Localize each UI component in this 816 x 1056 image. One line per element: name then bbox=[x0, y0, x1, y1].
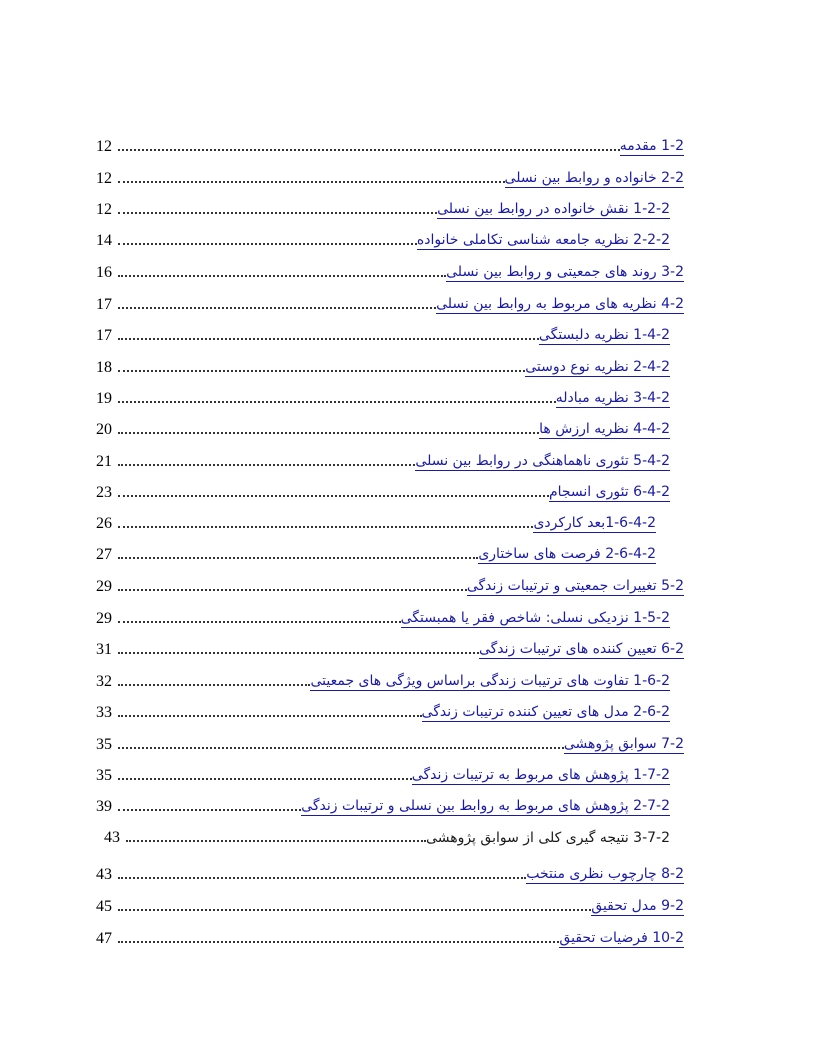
toc-section-title: مقدمه bbox=[619, 138, 657, 154]
toc-leader-dots bbox=[118, 307, 436, 309]
toc-section-title: نظریه های مربوط به روابط بین نسلی bbox=[436, 296, 657, 312]
toc-entry[interactable] bbox=[96, 226, 670, 250]
toc-section-number: 1-2-2 bbox=[633, 201, 670, 217]
toc-link[interactable] bbox=[401, 609, 670, 628]
toc-page-number: 14 bbox=[96, 232, 112, 249]
toc-section-number: 1-6-2 bbox=[633, 673, 670, 689]
toc-page-number: 43 bbox=[104, 829, 120, 846]
toc-section-number: 4-4-2 bbox=[633, 421, 670, 437]
toc-entry[interactable] bbox=[96, 792, 670, 816]
toc-section-title: نزدیکی نسلی: شاخص فقر یا همبستگی bbox=[400, 610, 629, 626]
toc-leader-dots bbox=[118, 684, 310, 686]
toc-entry[interactable] bbox=[96, 635, 684, 659]
toc-entry[interactable] bbox=[96, 730, 684, 754]
toc-page-number: 32 bbox=[96, 673, 112, 690]
toc-leader-dots bbox=[118, 941, 559, 943]
toc-page-number: 19 bbox=[96, 390, 112, 407]
toc-leader-dots bbox=[118, 557, 478, 559]
toc-section-title: فرضیات تحقیق bbox=[559, 930, 648, 946]
toc-page-number: 29 bbox=[96, 610, 112, 627]
toc-section-title: نظریه دلبستگی bbox=[538, 327, 629, 343]
toc-section-title: تغییرات جمعیتی و ترتیبات زندگی bbox=[466, 578, 657, 594]
toc-section-number: 3-7-2 bbox=[633, 830, 670, 846]
toc-page-number: 45 bbox=[96, 898, 112, 915]
toc-section-title: تفاوت های ترتیبات زندگی براساس ویژگی های جمعیتی bbox=[310, 673, 629, 689]
toc-link[interactable] bbox=[310, 672, 670, 691]
toc-section-title: سوابق پژوهشی bbox=[563, 736, 657, 752]
toc-section-title: چارچوب نظری منتخب bbox=[526, 866, 657, 882]
toc-entry[interactable] bbox=[96, 447, 670, 471]
toc-section-number: 3-2 bbox=[661, 264, 684, 280]
toc-section-number: 2-2-2 bbox=[633, 232, 670, 248]
toc-section-number: 6-4-2 bbox=[633, 484, 670, 500]
toc-entry[interactable] bbox=[96, 384, 670, 408]
toc-section-number: 9-2 bbox=[661, 898, 684, 914]
toc-link[interactable] bbox=[301, 797, 670, 816]
toc-entry-text bbox=[426, 829, 670, 847]
toc-section-number: 2-7-2 bbox=[633, 798, 670, 814]
toc-section-title: تعیین کننده های ترتیبات زندگی bbox=[478, 641, 657, 657]
toc-section-title: نظریه ارزش ها bbox=[539, 421, 629, 437]
toc-section-title: تئوری انسجام bbox=[548, 484, 629, 500]
toc-link[interactable] bbox=[417, 231, 670, 250]
toc-page-number: 20 bbox=[96, 421, 112, 438]
toc-entry[interactable] bbox=[96, 132, 684, 156]
toc-section-title: خانواده و روابط بین نسلی bbox=[504, 170, 657, 186]
toc-link[interactable] bbox=[556, 389, 670, 408]
toc-page-number: 12 bbox=[96, 201, 112, 218]
toc-link[interactable] bbox=[478, 545, 656, 564]
toc-page-number: 33 bbox=[96, 704, 112, 721]
toc-section-title: نتیجه گیری کلی از سوابق پژوهشی bbox=[426, 830, 629, 846]
toc-link[interactable] bbox=[559, 929, 684, 948]
toc-link[interactable] bbox=[620, 137, 684, 156]
toc-page-number: 39 bbox=[96, 798, 112, 815]
toc-entry[interactable] bbox=[96, 892, 684, 916]
toc-leader-dots bbox=[126, 840, 426, 842]
toc-leader-dots bbox=[118, 401, 556, 403]
toc-section-title: روند های جمعیتی و روابط بین نسلی bbox=[446, 264, 657, 280]
toc-section-title: نقش خانواده در روابط بین نسلی bbox=[437, 201, 629, 217]
toc-page-number: 17 bbox=[96, 327, 112, 344]
toc-entry[interactable] bbox=[96, 667, 670, 691]
toc-leader-dots bbox=[118, 877, 526, 879]
toc-section-title: نظریه جامعه شناسی تکاملی خانواده bbox=[416, 232, 629, 248]
toc-section-number: 2-6-4-2 bbox=[605, 546, 656, 562]
toc-section-title: پژوهش های مربوط به روابط بین نسلی و ترتیبات زندگی bbox=[301, 798, 629, 814]
toc-leader-dots bbox=[118, 778, 412, 780]
toc-section-number: 7-2 bbox=[661, 736, 684, 752]
toc-link[interactable] bbox=[525, 358, 670, 377]
toc-link[interactable] bbox=[415, 452, 670, 471]
toc-page-number: 43 bbox=[96, 866, 112, 883]
toc-entry[interactable] bbox=[96, 860, 684, 884]
toc-leader-dots bbox=[118, 715, 422, 717]
toc-entry[interactable] bbox=[96, 290, 684, 314]
toc-entry[interactable] bbox=[96, 924, 684, 948]
toc-entry[interactable] bbox=[96, 353, 670, 377]
toc-page-number: 18 bbox=[96, 359, 112, 376]
toc-section-number: 4-2 bbox=[661, 296, 684, 312]
toc-link[interactable] bbox=[479, 640, 684, 659]
toc-section-number: 8-2 bbox=[661, 866, 684, 882]
toc-link[interactable] bbox=[446, 263, 684, 282]
toc-page-number: 27 bbox=[96, 546, 112, 563]
toc-link[interactable] bbox=[564, 735, 684, 754]
toc-section-number: 1-5-2 bbox=[633, 610, 670, 626]
toc-section-number: 6-2 bbox=[661, 641, 684, 657]
toc-leader-dots bbox=[118, 589, 467, 591]
toc-page-number: 26 bbox=[96, 515, 112, 532]
toc-leader-dots bbox=[118, 652, 479, 654]
toc-section-title: بعد کارکردی bbox=[533, 515, 606, 531]
toc-page-number: 16 bbox=[96, 264, 112, 281]
toc-section-number: 1-6-4-2 bbox=[605, 515, 656, 531]
toc-section-title: فرصت های ساختاری bbox=[478, 546, 601, 562]
toc-link[interactable] bbox=[533, 514, 656, 533]
toc-link[interactable] bbox=[526, 865, 684, 884]
toc-section-title: تئوری ناهماهنگی در روابط بین نسلی bbox=[415, 453, 629, 469]
toc-page-number: 21 bbox=[96, 453, 112, 470]
toc-entry[interactable] bbox=[96, 164, 684, 188]
toc-section-number: 3-4-2 bbox=[633, 390, 670, 406]
toc-leader-dots bbox=[118, 464, 415, 466]
toc-link[interactable] bbox=[591, 897, 684, 916]
toc-link[interactable] bbox=[412, 766, 670, 785]
toc-page-number: 47 bbox=[96, 930, 112, 947]
toc-entry[interactable] bbox=[96, 509, 656, 533]
toc-leader-dots bbox=[118, 621, 401, 623]
toc-link[interactable] bbox=[436, 295, 684, 314]
toc-entry[interactable] bbox=[96, 572, 684, 596]
toc-leader-dots bbox=[118, 181, 505, 183]
toc-page-number: 29 bbox=[96, 578, 112, 595]
toc-leader-dots bbox=[118, 495, 549, 497]
toc-leader-dots bbox=[118, 212, 437, 214]
toc-entry[interactable] bbox=[96, 761, 670, 785]
toc-page-number: 35 bbox=[96, 767, 112, 784]
toc-page-number: 12 bbox=[96, 170, 112, 187]
toc-section-title: مدل تحقیق bbox=[591, 898, 657, 914]
toc-leader-dots bbox=[118, 432, 539, 434]
toc-link[interactable] bbox=[467, 577, 684, 596]
toc-entry[interactable] bbox=[96, 478, 670, 502]
toc-leader-dots bbox=[118, 149, 620, 151]
toc-section-number: 5-2 bbox=[661, 578, 684, 594]
toc-link[interactable] bbox=[539, 326, 670, 345]
toc-link[interactable] bbox=[422, 703, 670, 722]
toc-entry[interactable] bbox=[96, 321, 670, 345]
toc-link[interactable] bbox=[505, 169, 684, 188]
toc-section-title: پژوهش های مربوط به ترتیبات زندگی bbox=[411, 767, 629, 783]
toc-section-number: 1-4-2 bbox=[633, 327, 670, 343]
toc-link[interactable] bbox=[539, 420, 670, 439]
toc-leader-dots bbox=[118, 370, 525, 372]
toc-leader-dots bbox=[118, 909, 591, 911]
toc-entry[interactable] bbox=[96, 698, 670, 722]
toc-section-number: 10-2 bbox=[652, 930, 684, 946]
toc-leader-dots bbox=[118, 275, 446, 277]
toc-section-number: 1-7-2 bbox=[633, 767, 670, 783]
toc-section-number: 2-6-2 bbox=[633, 704, 670, 720]
toc-link[interactable] bbox=[437, 200, 670, 219]
toc-leader-dots bbox=[118, 809, 301, 811]
toc-entry[interactable] bbox=[96, 604, 670, 628]
toc-page-number: 23 bbox=[96, 484, 112, 501]
toc-entry[interactable] bbox=[96, 195, 670, 219]
toc-leader-dots bbox=[118, 526, 533, 528]
toc-entry[interactable] bbox=[96, 415, 670, 439]
toc-entry[interactable] bbox=[96, 540, 656, 564]
toc-section-title: نظریه مبادله bbox=[555, 390, 629, 406]
toc-section-number: 2-2 bbox=[661, 170, 684, 186]
toc-entry[interactable] bbox=[96, 258, 684, 282]
toc-entry bbox=[104, 823, 670, 847]
toc-leader-dots bbox=[118, 243, 417, 245]
toc-page-number: 12 bbox=[96, 138, 112, 155]
toc-section-title: نظریه نوع دوستی bbox=[525, 359, 629, 375]
toc-section-title: مدل های تعیین کننده ترتیبات زندگی bbox=[421, 704, 629, 720]
toc-section-number: 1-2 bbox=[661, 138, 684, 154]
toc-page-number: 31 bbox=[96, 641, 112, 658]
toc-page-number: 35 bbox=[96, 736, 112, 753]
toc-link[interactable] bbox=[549, 483, 670, 502]
toc-section-number: 5-4-2 bbox=[633, 453, 670, 469]
toc-page-number: 17 bbox=[96, 296, 112, 313]
toc-leader-dots bbox=[118, 338, 539, 340]
toc-section-number: 2-4-2 bbox=[633, 359, 670, 375]
toc-leader-dots bbox=[118, 747, 564, 749]
